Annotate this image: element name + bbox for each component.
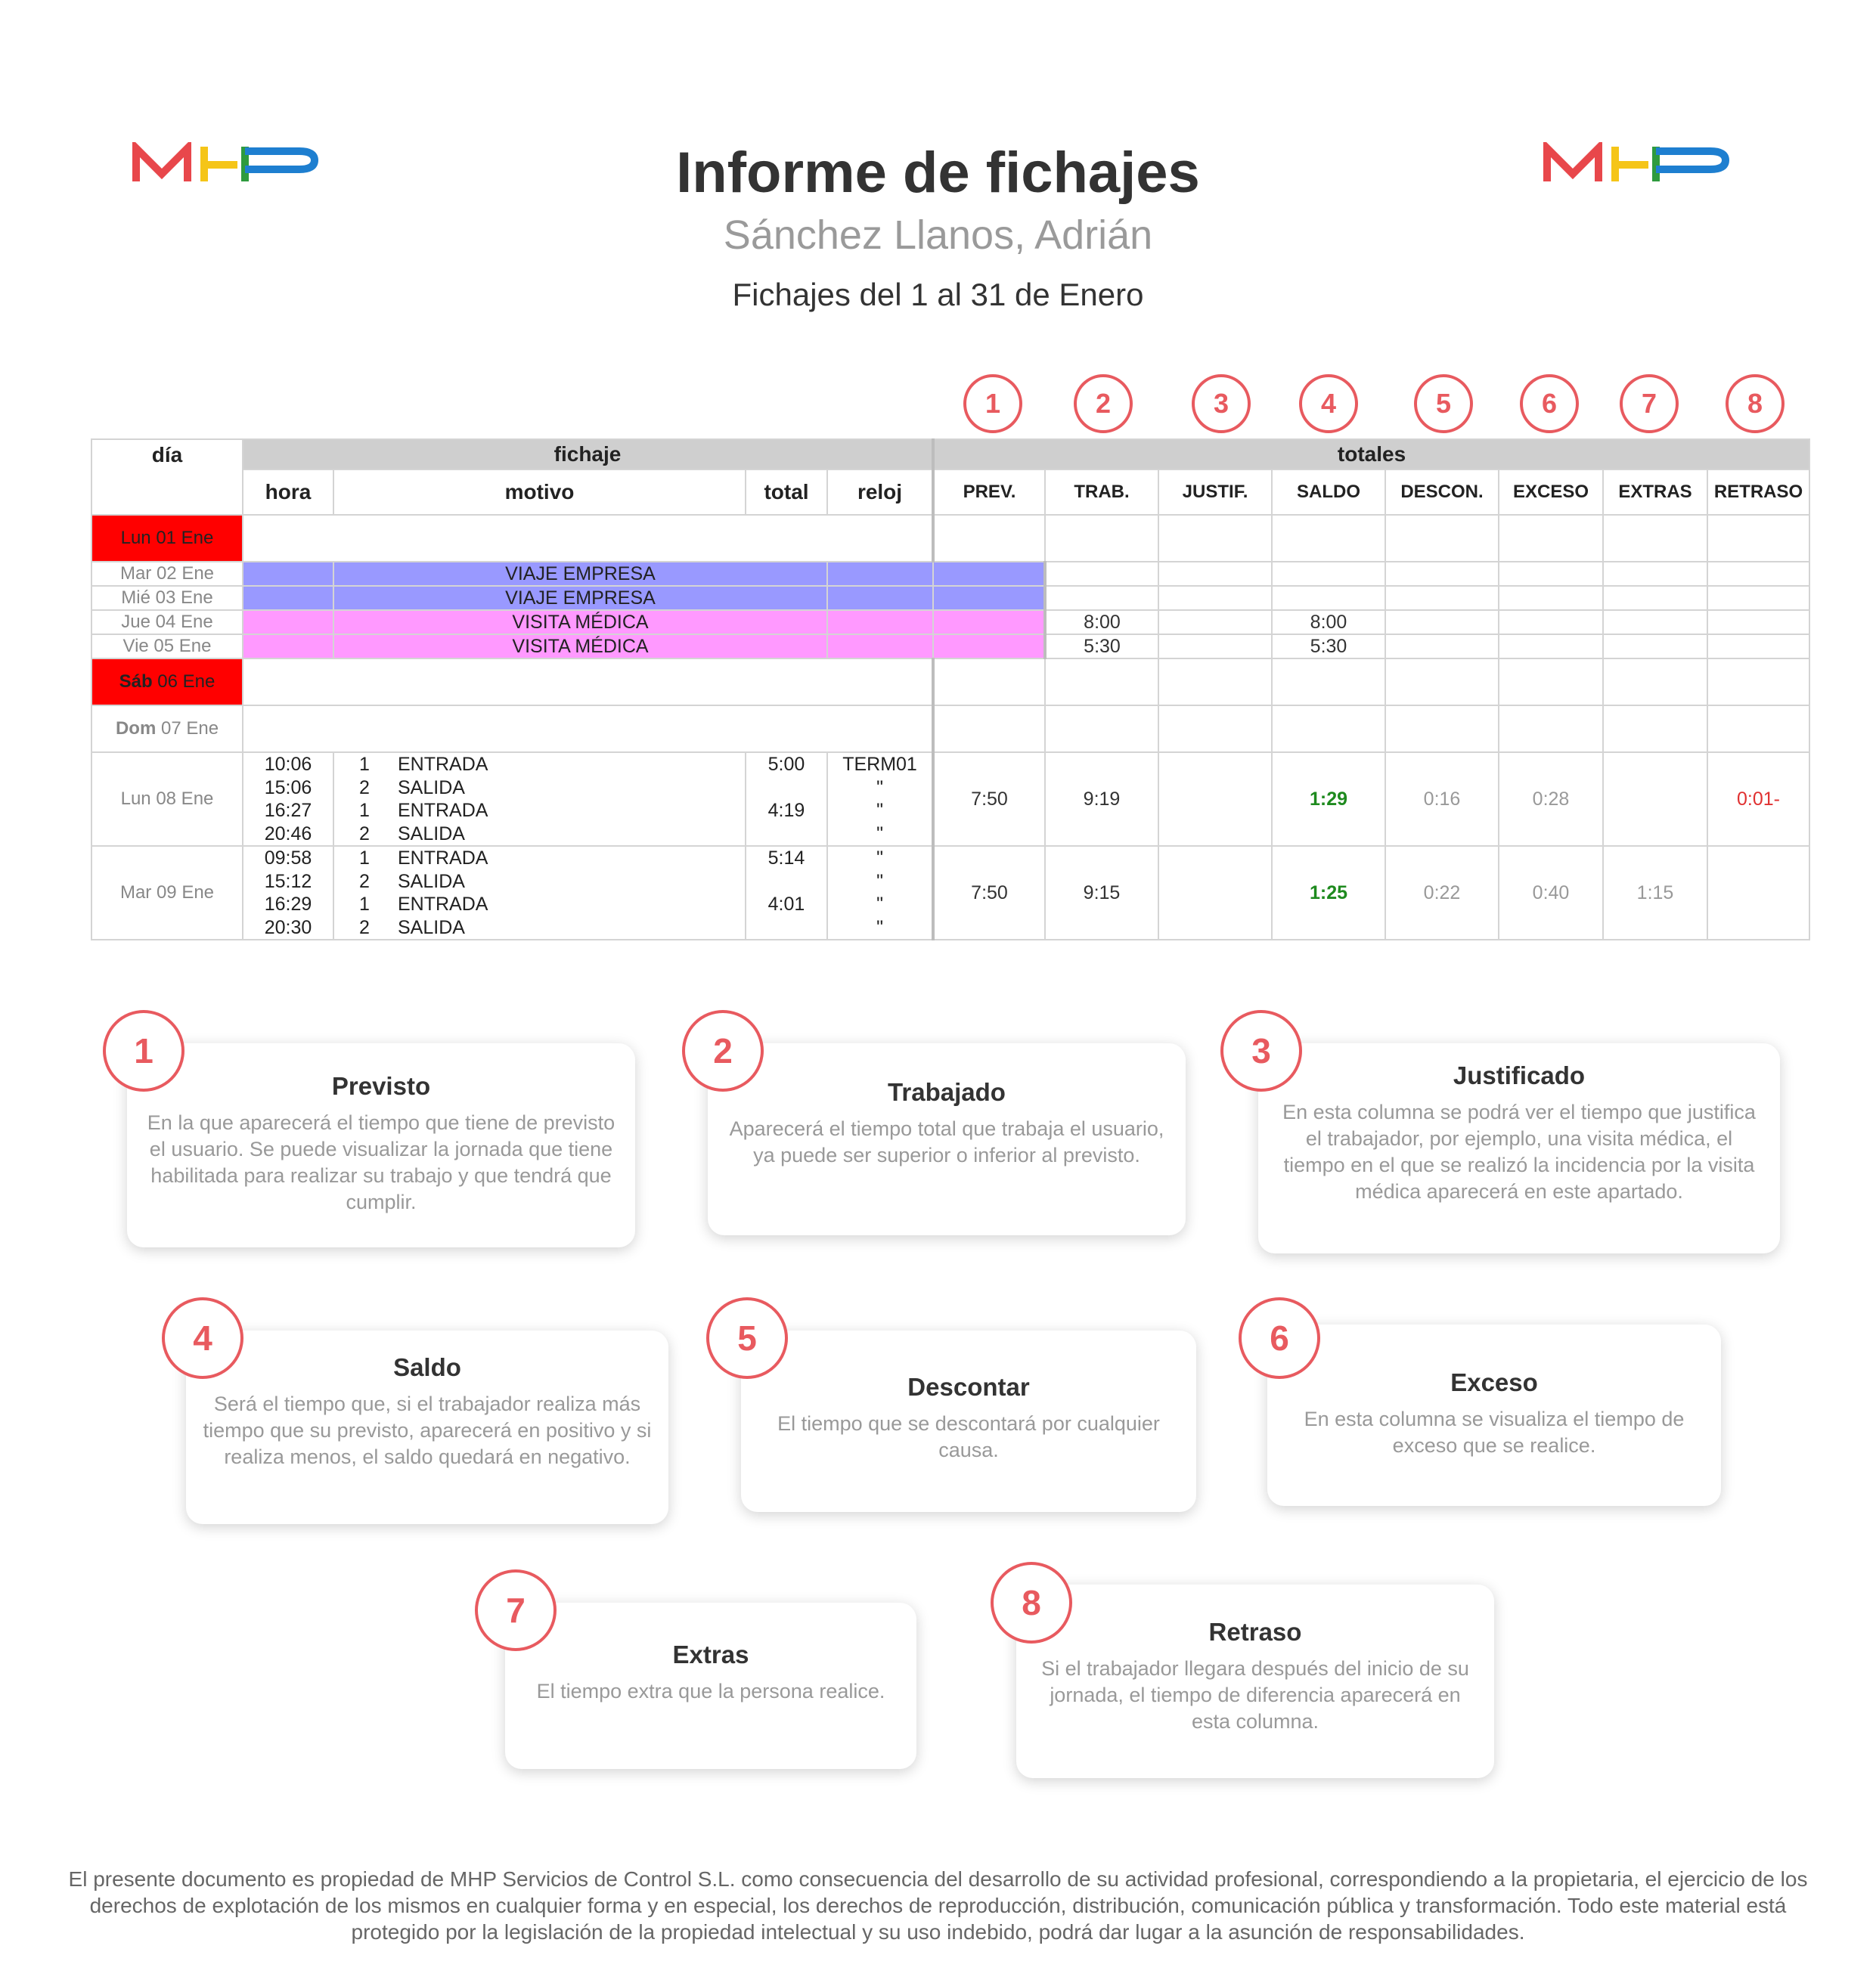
trab-value: 9:19: [1045, 752, 1158, 846]
column-number-2: 2: [1074, 374, 1133, 433]
employee-name: Sánchez Llanos, Adrián: [723, 212, 1153, 258]
page-title: Informe de fichajes: [676, 141, 1200, 205]
day-cell: Jue 04 Ene: [91, 610, 243, 634]
table-row: [91, 586, 1809, 610]
column-number-6: 6: [1520, 374, 1579, 433]
total-cell: 5:14 4:01: [746, 846, 827, 940]
justif-value: 8:00: [1272, 610, 1385, 634]
group-totales: totales: [933, 439, 1809, 469]
column-number-3: 3: [1192, 374, 1251, 433]
exceso-value: 0:40: [1499, 846, 1603, 940]
column-hora: hora: [243, 469, 333, 515]
motivo-cell: 1 2 1 2 ENTRADA SALIDA ENTRADA SALIDA: [333, 846, 746, 940]
legend-text: En esta columna se visualiza el tiempo de exceso que se realice.: [1304, 1408, 1685, 1457]
legend-number-4: 4: [162, 1297, 243, 1379]
trab-value: 9:15: [1045, 846, 1158, 940]
legend-card-previsto: [127, 1043, 635, 1247]
saldo-value: 1:29: [1272, 752, 1385, 846]
column-retraso: RETRASO: [1707, 469, 1809, 515]
legend-text: El tiempo que se descontará por cualquier causa.: [777, 1412, 1160, 1461]
table-row: [91, 752, 1809, 846]
column-number-7: 7: [1620, 374, 1679, 433]
day-cell: Mar 09 Ene: [91, 846, 243, 940]
column-number-1: 1: [963, 374, 1022, 433]
column-prev: PREV.: [933, 469, 1045, 515]
justif-value: 5:30: [1272, 634, 1385, 658]
extras-value: 1:15: [1603, 846, 1707, 940]
total-cell: 5:00 4:19: [746, 752, 827, 846]
legend-text: Aparecerá el tiempo total que trabaja el usuario, ya puede ser superior o inferior al previsto.: [729, 1117, 1164, 1167]
legend-card-saldo: [186, 1331, 668, 1524]
legend-text: En la que aparecerá el tiempo que tiene de previsto el usuario. Se puede visualizar la jornada que tiene habilitada para realizar su trabajo y que tendrá que cumplir.: [147, 1111, 616, 1213]
table-row: [91, 846, 1809, 940]
legend-number-5: 5: [706, 1297, 788, 1379]
day-cell: Sáb 06 Ene: [91, 658, 243, 705]
day-cell: Lun 08 Ene: [91, 752, 243, 846]
report-period: Fichajes del 1 al 31 de Enero: [732, 277, 1144, 312]
prev-value: 5:30: [1045, 634, 1158, 658]
legend-title: Descontar: [907, 1373, 1030, 1401]
group-fichaje: fichaje: [243, 439, 933, 469]
prev-value: 7:50: [933, 846, 1045, 940]
legal-footer: El presente documento es propiedad de MHP Servicios de Control S.L. como consecuencia del desarrollo de su actividad profesional, correspondiendo a la propietaria, el ejercicio de los derechos de explotación de los mismos en cualquier forma y en especial, los derechos de reproducción, distribución, comunicación pública y transformación. Todo este material está protegido por la legislación de la propiedad intelectual y su uso indebido, podrá dar lugar a la asunción de responsabilidades.: [68, 1867, 1808, 1944]
legend-card-extras: [505, 1603, 916, 1769]
table-row: [91, 515, 1809, 562]
legend-number-1: 1: [103, 1010, 184, 1092]
legend-title: Trabajado: [888, 1078, 1006, 1106]
legend-title: Saldo: [393, 1353, 461, 1381]
motivo-cell: 1 2 1 2 ENTRADA SALIDA ENTRADA SALIDA: [333, 752, 746, 846]
legend-number-6: 6: [1239, 1297, 1320, 1379]
retraso-value: 0:01-: [1707, 752, 1809, 846]
table-row: [91, 705, 1809, 752]
legend-text: El tiempo extra que la persona realice.: [536, 1680, 885, 1703]
descon-value: 0:22: [1385, 846, 1499, 940]
prev-value: 8:00: [1045, 610, 1158, 634]
column-extras: EXTRAS: [1603, 469, 1707, 515]
day-cell: Mar 02 Ene: [91, 562, 243, 586]
table-row: [91, 658, 1809, 705]
day-cell: Vie 05 Ene: [91, 634, 243, 658]
legend-text: Si el trabajador llegara después del inicio de su jornada, el tiempo de diferencia aparecerá en esta columna.: [1041, 1657, 1469, 1733]
incidence-label: VISITA MÉDICA: [333, 634, 827, 658]
legend-title: Previsto: [331, 1072, 431, 1100]
column-justif: JUSTIF.: [1158, 469, 1272, 515]
day-cell: Mié 03 Ene: [91, 586, 243, 610]
legend-number-8: 8: [991, 1562, 1072, 1644]
incidence-label: VISITA MÉDICA: [333, 610, 827, 634]
incidence-label: VIAJE EMPRESA: [333, 586, 827, 610]
legend-title: Extras: [672, 1641, 749, 1668]
reloj-cell: TERM01 " " ": [827, 752, 933, 846]
incidence-label: VIAJE EMPRESA: [333, 562, 827, 586]
table-row: [91, 610, 1809, 634]
legend-number-2: 2: [682, 1010, 764, 1092]
legend-card-justificado: [1258, 1043, 1780, 1253]
legend-card-trabajado: [708, 1043, 1186, 1235]
column-exceso: EXCESO: [1499, 469, 1603, 515]
hora-cell: 09:58 15:12 16:29 20:30: [243, 846, 333, 940]
prev-value: 7:50: [933, 752, 1045, 846]
report-table: [91, 438, 1810, 940]
column-descon: DESCON.: [1385, 469, 1499, 515]
column-dia: día: [91, 439, 243, 515]
reloj-cell: " " " ": [827, 846, 933, 940]
table-row: [91, 634, 1809, 658]
day-cell: Dom 07 Ene: [91, 705, 243, 752]
legend-card-descontar: [741, 1331, 1196, 1512]
legend-text: Será el tiempo que, si el trabajador realiza más tiempo que su previsto, aparecerá en positivo y si realiza menos, el saldo quedará en negativo.: [203, 1393, 652, 1468]
legend-number-3: 3: [1220, 1010, 1302, 1092]
legend-title: Exceso: [1450, 1368, 1538, 1396]
legend-text: En esta columna se podrá ver el tiempo que justifica el trabajador, por ejemplo, una visita médica, el tiempo en el que se realizó la incidencia por la visita médica aparecerá en este apartado.: [1282, 1101, 1756, 1203]
table-row: [91, 562, 1809, 586]
saldo-value: 1:25: [1272, 846, 1385, 940]
column-saldo: SALDO: [1272, 469, 1385, 515]
legend-card-retraso: [1016, 1585, 1494, 1778]
legend-card-exceso: [1267, 1325, 1721, 1506]
column-total: total: [746, 469, 827, 515]
exceso-value: 0:28: [1499, 752, 1603, 846]
legend-title: Justificado: [1453, 1061, 1586, 1089]
descon-value: 0:16: [1385, 752, 1499, 846]
column-trab: TRAB.: [1045, 469, 1158, 515]
legend-number-7: 7: [475, 1569, 557, 1651]
day-cell: Lun 01 Ene: [91, 515, 243, 562]
hora-cell: 10:06 15:06 16:27 20:46: [243, 752, 333, 846]
column-reloj: reloj: [827, 469, 933, 515]
column-number-5: 5: [1414, 374, 1473, 433]
column-number-8: 8: [1726, 374, 1785, 433]
column-number-4: 4: [1299, 374, 1358, 433]
legend-title: Retraso: [1208, 1618, 1302, 1646]
column-motivo: motivo: [333, 469, 746, 515]
